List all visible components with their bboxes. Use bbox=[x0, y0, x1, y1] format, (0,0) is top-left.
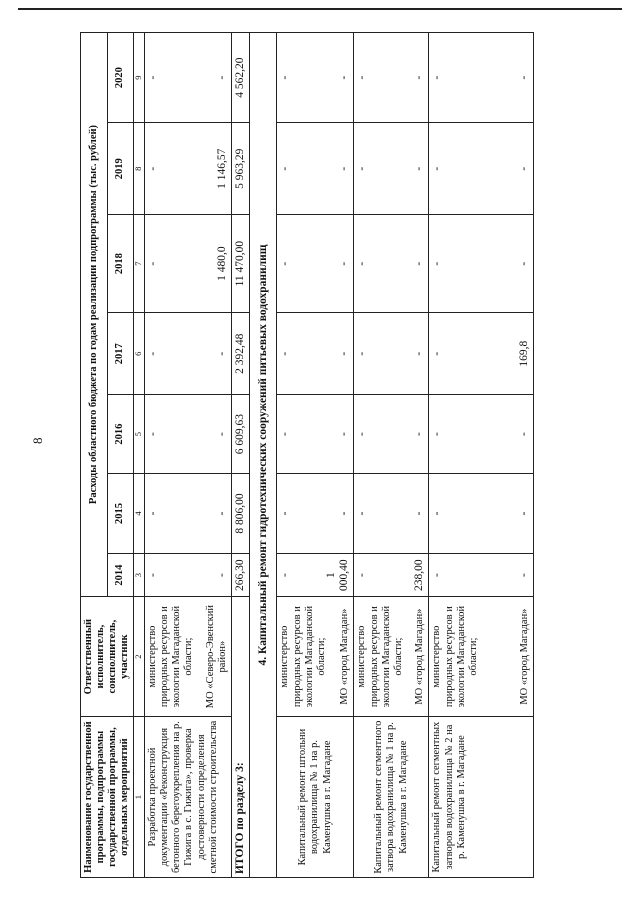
value-cell: - - bbox=[429, 395, 534, 473]
table-row bbox=[145, 33, 232, 878]
value-cell: - - bbox=[145, 473, 232, 553]
total-row bbox=[232, 33, 250, 878]
value-cell: - 1 146,57 bbox=[145, 123, 232, 215]
header-year: 2018 bbox=[107, 215, 134, 313]
value-cell: - - bbox=[354, 123, 429, 215]
index-cell: 9 bbox=[134, 33, 145, 123]
executor-ministry: министерство природных ресурсов и экологии Магаданской области; bbox=[431, 605, 479, 708]
value-cell: - - bbox=[145, 554, 232, 597]
top-rule bbox=[18, 8, 622, 10]
row-executor bbox=[277, 597, 354, 717]
section-title-row bbox=[250, 33, 277, 878]
value-cell: - 1 480,0 bbox=[145, 215, 232, 313]
index-cell: 2 bbox=[134, 597, 145, 717]
value-cell: - - bbox=[277, 215, 354, 313]
executor-ministry: министерство природных ресурсов и экологии Магаданской области; bbox=[356, 605, 404, 708]
index-cell: 7 bbox=[134, 215, 145, 313]
row-executor bbox=[354, 597, 429, 717]
value-cell: - - bbox=[354, 395, 429, 473]
total-value: 266,30 bbox=[232, 554, 250, 597]
total-value: 11 470,00 bbox=[232, 215, 250, 313]
executor-municipality: МО «город Магадан» bbox=[414, 608, 426, 705]
value-cell: - - bbox=[354, 33, 429, 123]
index-cell: 1 bbox=[134, 717, 145, 878]
index-cell: 8 bbox=[134, 123, 145, 215]
header-year: 2016 bbox=[107, 395, 134, 473]
rotated-sheet bbox=[80, 32, 598, 878]
value-cell: - - bbox=[429, 33, 534, 123]
header-row-1 bbox=[81, 33, 108, 878]
value-cell: - - bbox=[145, 395, 232, 473]
total-value: 2 392,48 bbox=[232, 312, 250, 395]
row-name: Капитальный ремонт штольни водохранилища № 1 на р. Каменушка в г. Магадане bbox=[277, 717, 354, 878]
header-expenses: Расходы областного бюджета по годам реализации подпрограммы (тыс. рублей) bbox=[81, 33, 108, 597]
row-name: Разработка проектной документации «Реконструкция бетонного берегоукрепления на р. Гижига в с. Гижига», проверка достоверности определения сметной стоимости строительства bbox=[145, 717, 232, 878]
value-cell: - - bbox=[277, 123, 354, 215]
index-cell: 3 bbox=[134, 554, 145, 597]
header-year: 2020 bbox=[107, 33, 134, 123]
table-row bbox=[354, 33, 429, 878]
total-value: 6 609,63 bbox=[232, 395, 250, 473]
header-year: 2019 bbox=[107, 123, 134, 215]
header-executor: Ответственный исполнитель, соисполнитель, участник bbox=[81, 597, 134, 717]
value-cell: - 169,8 bbox=[429, 312, 534, 395]
row-name: Капитальный ремонт сегментных затворов водохранилища № 2 на р. Каменушка в г. Магадане bbox=[429, 717, 534, 878]
executor-ministry: министерство природных ресурсов и экологии Магаданской области; bbox=[147, 605, 195, 708]
value-cell: - - bbox=[429, 215, 534, 313]
table-row bbox=[277, 33, 354, 878]
executor-ministry: министерство природных ресурсов и экологии Магаданской области; bbox=[279, 605, 327, 708]
value-cell: - 1 000,40 bbox=[277, 554, 354, 597]
value-cell: - - bbox=[354, 312, 429, 395]
header-year: 2015 bbox=[107, 473, 134, 553]
index-cell: 4 bbox=[134, 473, 145, 553]
value-cell: - - bbox=[354, 473, 429, 553]
executor-municipality: МО «Северо-Эвенский район» bbox=[205, 604, 229, 709]
index-row bbox=[134, 33, 145, 878]
table-row bbox=[429, 33, 534, 878]
index-cell: 5 bbox=[134, 395, 145, 473]
executor-municipality: МО «город Магадан» bbox=[519, 608, 531, 705]
header-name: Наименование государственной программы, подпрограммы государственной программы, отдельных мероприятий bbox=[81, 717, 134, 878]
value-cell: - - bbox=[277, 33, 354, 123]
row-executor bbox=[429, 597, 534, 717]
value-cell: - - bbox=[429, 554, 534, 597]
value-cell: - - bbox=[429, 123, 534, 215]
value-cell: - - bbox=[277, 312, 354, 395]
row-name: Капитальный ремонт сегментного затвора водохранилища № 1 на р. Каменушка в г. Магадане bbox=[354, 717, 429, 878]
budget-table bbox=[80, 32, 534, 878]
index-cell: 6 bbox=[134, 312, 145, 395]
value-cell: - - bbox=[277, 473, 354, 553]
value-cell: - 238,00 bbox=[354, 554, 429, 597]
total-value: 5 963,29 bbox=[232, 123, 250, 215]
value-cell: - - bbox=[145, 33, 232, 123]
header-year: 2017 bbox=[107, 312, 134, 395]
total-label: ИТОГО по разделу 3: bbox=[232, 597, 250, 878]
value-cell: - - bbox=[277, 395, 354, 473]
page-number: 8 bbox=[30, 437, 45, 444]
executor-municipality: МО «город Магадан» bbox=[339, 608, 351, 705]
section-title: 4. Капитальный ремонт гидротехнических сооружений питьевых водохранилищ bbox=[250, 33, 277, 878]
row-executor bbox=[145, 597, 232, 717]
value-cell: - - bbox=[354, 215, 429, 313]
total-value: 8 806,00 bbox=[232, 473, 250, 553]
value-cell: - - bbox=[429, 473, 534, 553]
total-value: 4 562,20 bbox=[232, 33, 250, 123]
header-year: 2014 bbox=[107, 554, 134, 597]
value-cell: - - bbox=[145, 312, 232, 395]
